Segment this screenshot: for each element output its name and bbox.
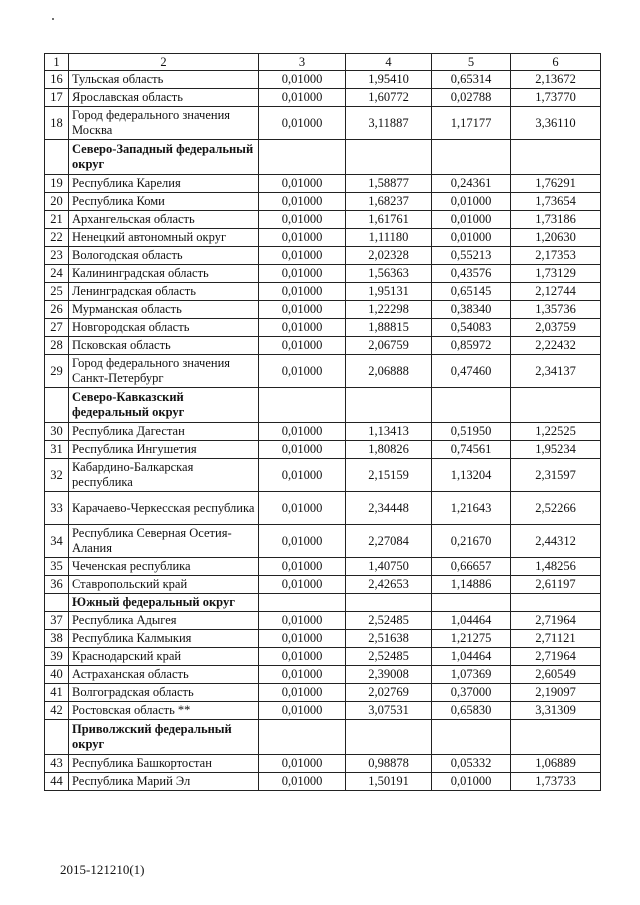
region-name: Республика Ингушетия	[69, 441, 259, 459]
value-col3: 0,01000	[259, 229, 346, 247]
value-col5: 0,85972	[432, 337, 511, 355]
value-col4: 3,11887	[346, 107, 432, 140]
section-num-cell	[45, 388, 69, 423]
region-name: Республика Коми	[69, 193, 259, 211]
region-name: Новгородская область	[69, 319, 259, 337]
region-name: Ярославская область	[69, 89, 259, 107]
section-empty-cell	[346, 594, 432, 612]
table-row	[45, 283, 601, 301]
row-number: 39	[45, 648, 69, 666]
table-row	[45, 773, 601, 791]
region-name: Республика Калмыкия	[69, 630, 259, 648]
header-cell-1: 1	[45, 54, 69, 71]
value-col6: 2,71964	[511, 612, 601, 630]
header-cell-2: 2	[69, 54, 259, 71]
value-col5: 1,04464	[432, 612, 511, 630]
row-number: 43	[45, 755, 69, 773]
value-col3: 0,01000	[259, 89, 346, 107]
value-col3: 0,01000	[259, 576, 346, 594]
row-number: 30	[45, 423, 69, 441]
value-col4: 1,11180	[346, 229, 432, 247]
value-col6: 2,22432	[511, 337, 601, 355]
value-col4: 1,61761	[346, 211, 432, 229]
region-name: Республика Северная Осетия-Алания	[69, 525, 259, 558]
region-name: Астраханская область	[69, 666, 259, 684]
table-row	[45, 355, 601, 388]
value-col3: 0,01000	[259, 283, 346, 301]
section-empty-cell	[432, 594, 511, 612]
section-num-cell	[45, 140, 69, 175]
value-col3: 0,01000	[259, 211, 346, 229]
section-num-cell	[45, 594, 69, 612]
value-col6: 1,73733	[511, 773, 601, 791]
value-col6: 1,20630	[511, 229, 601, 247]
value-col6: 2,34137	[511, 355, 601, 388]
row-number: 17	[45, 89, 69, 107]
region-name: Чеченская республика	[69, 558, 259, 576]
row-number: 37	[45, 612, 69, 630]
value-col4: 1,95131	[346, 283, 432, 301]
value-col4: 2,51638	[346, 630, 432, 648]
region-name: Ростовская область **	[69, 702, 259, 720]
region-name: Калининградская область	[69, 265, 259, 283]
value-col5: 0,01000	[432, 229, 511, 247]
value-col3: 0,01000	[259, 265, 346, 283]
district-name: Приволжский федеральный округ	[69, 720, 259, 755]
value-col5: 0,38340	[432, 301, 511, 319]
section-empty-cell	[511, 388, 601, 423]
value-col4: 1,68237	[346, 193, 432, 211]
value-col6: 1,73654	[511, 193, 601, 211]
value-col4: 2,52485	[346, 612, 432, 630]
row-number: 28	[45, 337, 69, 355]
region-name: Город федерального значения Москва	[69, 107, 259, 140]
district-section-row	[45, 720, 601, 755]
table-row	[45, 337, 601, 355]
value-col6: 2,60549	[511, 666, 601, 684]
table-row	[45, 492, 601, 525]
region-name: Карачаево-Черкесская республика	[69, 492, 259, 525]
value-col6: 1,73770	[511, 89, 601, 107]
value-col3: 0,01000	[259, 355, 346, 388]
table-row	[45, 423, 601, 441]
row-number: 23	[45, 247, 69, 265]
district-name: Северо-Кавказский федеральный округ	[69, 388, 259, 423]
table-row	[45, 441, 601, 459]
value-col6: 2,71121	[511, 630, 601, 648]
region-name: Архангельская область	[69, 211, 259, 229]
region-name: Кабардино-Балкарская республика	[69, 459, 259, 492]
row-number: 35	[45, 558, 69, 576]
value-col6: 1,06889	[511, 755, 601, 773]
header-cell-3: 3	[259, 54, 346, 71]
row-number: 33	[45, 492, 69, 525]
value-col6: 3,36110	[511, 107, 601, 140]
value-col5: 0,01000	[432, 211, 511, 229]
section-empty-cell	[511, 720, 601, 755]
table-row	[45, 193, 601, 211]
value-col4: 2,15159	[346, 459, 432, 492]
region-name: Тульская область	[69, 71, 259, 89]
district-name: Северо-Западный федеральный округ	[69, 140, 259, 175]
section-empty-cell	[346, 720, 432, 755]
table-row	[45, 702, 601, 720]
value-col5: 0,51950	[432, 423, 511, 441]
region-name: Ставропольский край	[69, 576, 259, 594]
value-col5: 0,01000	[432, 773, 511, 791]
region-name: Республика Марий Эл	[69, 773, 259, 791]
row-number: 26	[45, 301, 69, 319]
table-row	[45, 612, 601, 630]
value-col5: 0,02788	[432, 89, 511, 107]
row-number: 25	[45, 283, 69, 301]
row-number: 27	[45, 319, 69, 337]
table-row	[45, 648, 601, 666]
row-number: 31	[45, 441, 69, 459]
region-name: Псковская область	[69, 337, 259, 355]
section-empty-cell	[511, 140, 601, 175]
row-number: 32	[45, 459, 69, 492]
table-row	[45, 247, 601, 265]
value-col6: 2,12744	[511, 283, 601, 301]
region-name: Республика Карелия	[69, 175, 259, 193]
value-col3: 0,01000	[259, 684, 346, 702]
value-col4: 1,40750	[346, 558, 432, 576]
row-number: 20	[45, 193, 69, 211]
value-col3: 0,01000	[259, 702, 346, 720]
value-col4: 0,98878	[346, 755, 432, 773]
value-col3: 0,01000	[259, 441, 346, 459]
value-col4: 2,27084	[346, 525, 432, 558]
table-row	[45, 459, 601, 492]
value-col3: 0,01000	[259, 492, 346, 525]
table-row	[45, 301, 601, 319]
value-col4: 2,52485	[346, 648, 432, 666]
row-number: 16	[45, 71, 69, 89]
value-col3: 0,01000	[259, 630, 346, 648]
value-col4: 2,06759	[346, 337, 432, 355]
region-name: Ленинградская область	[69, 283, 259, 301]
value-col6: 2,17353	[511, 247, 601, 265]
value-col5: 1,07369	[432, 666, 511, 684]
value-col5: 0,74561	[432, 441, 511, 459]
value-col6: 3,31309	[511, 702, 601, 720]
value-col5: 1,13204	[432, 459, 511, 492]
value-col3: 0,01000	[259, 107, 346, 140]
table-row	[45, 319, 601, 337]
table-row	[45, 630, 601, 648]
value-col6: 2,44312	[511, 525, 601, 558]
table-row	[45, 107, 601, 140]
row-number: 18	[45, 107, 69, 140]
value-col4: 1,56363	[346, 265, 432, 283]
value-col6: 2,61197	[511, 576, 601, 594]
row-number: 42	[45, 702, 69, 720]
row-number: 34	[45, 525, 69, 558]
value-col3: 0,01000	[259, 247, 346, 265]
value-col6: 1,76291	[511, 175, 601, 193]
value-col5: 0,65830	[432, 702, 511, 720]
row-number: 41	[45, 684, 69, 702]
value-col6: 2,52266	[511, 492, 601, 525]
value-col4: 1,95410	[346, 71, 432, 89]
header-cell-5: 5	[432, 54, 511, 71]
district-section-row	[45, 140, 601, 175]
row-number: 29	[45, 355, 69, 388]
value-col5: 1,04464	[432, 648, 511, 666]
document-code: 2015-121210(1)	[60, 862, 145, 877]
value-col5: 0,47460	[432, 355, 511, 388]
value-col4: 2,06888	[346, 355, 432, 388]
section-empty-cell	[346, 388, 432, 423]
value-col4: 2,02328	[346, 247, 432, 265]
value-col5: 0,01000	[432, 193, 511, 211]
value-col6: 1,95234	[511, 441, 601, 459]
value-col4: 3,07531	[346, 702, 432, 720]
value-col5: 0,54083	[432, 319, 511, 337]
value-col6: 2,03759	[511, 319, 601, 337]
section-empty-cell	[259, 140, 346, 175]
value-col4: 1,80826	[346, 441, 432, 459]
table-header-row	[45, 54, 601, 71]
section-empty-cell	[432, 388, 511, 423]
section-empty-cell	[511, 594, 601, 612]
value-col4: 2,02769	[346, 684, 432, 702]
value-col6: 2,19097	[511, 684, 601, 702]
value-col4: 2,34448	[346, 492, 432, 525]
value-col5: 1,14886	[432, 576, 511, 594]
value-col5: 1,21643	[432, 492, 511, 525]
table-row	[45, 71, 601, 89]
value-col6: 1,22525	[511, 423, 601, 441]
value-col4: 1,58877	[346, 175, 432, 193]
region-name: Республика Адыгея	[69, 612, 259, 630]
value-col5: 0,65145	[432, 283, 511, 301]
value-col3: 0,01000	[259, 666, 346, 684]
table-row	[45, 175, 601, 193]
region-name: Город федерального значения Санкт-Петербург	[69, 355, 259, 388]
row-number: 24	[45, 265, 69, 283]
value-col4: 1,13413	[346, 423, 432, 441]
header-cell-4: 4	[346, 54, 432, 71]
value-col4: 1,88815	[346, 319, 432, 337]
value-col6: 1,73129	[511, 265, 601, 283]
value-col3: 0,01000	[259, 648, 346, 666]
regional-coefficients-table	[44, 53, 601, 791]
table-row	[45, 525, 601, 558]
region-name: Республика Башкортостан	[69, 755, 259, 773]
table-row	[45, 755, 601, 773]
row-number: 40	[45, 666, 69, 684]
value-col5: 0,55213	[432, 247, 511, 265]
value-col4: 2,42653	[346, 576, 432, 594]
row-number: 36	[45, 576, 69, 594]
value-col3: 0,01000	[259, 612, 346, 630]
value-col6: 1,35736	[511, 301, 601, 319]
value-col3: 0,01000	[259, 423, 346, 441]
region-name: Мурманская область	[69, 301, 259, 319]
value-col3: 0,01000	[259, 175, 346, 193]
value-col3: 0,01000	[259, 558, 346, 576]
value-col6: 1,73186	[511, 211, 601, 229]
table-row	[45, 558, 601, 576]
value-col4: 1,50191	[346, 773, 432, 791]
table-row	[45, 229, 601, 247]
value-col5: 0,24361	[432, 175, 511, 193]
value-col4: 1,22298	[346, 301, 432, 319]
row-number: 44	[45, 773, 69, 791]
value-col6: 2,31597	[511, 459, 601, 492]
value-col4: 1,60772	[346, 89, 432, 107]
section-empty-cell	[346, 140, 432, 175]
section-empty-cell	[259, 720, 346, 755]
row-number: 19	[45, 175, 69, 193]
value-col3: 0,01000	[259, 773, 346, 791]
table-row	[45, 666, 601, 684]
value-col3: 0,01000	[259, 459, 346, 492]
value-col4: 2,39008	[346, 666, 432, 684]
value-col5: 0,43576	[432, 265, 511, 283]
header-cell-6: 6	[511, 54, 601, 71]
value-col3: 0,01000	[259, 301, 346, 319]
region-name: Ненецкий автономный округ	[69, 229, 259, 247]
value-col3: 0,01000	[259, 525, 346, 558]
section-empty-cell	[259, 594, 346, 612]
section-empty-cell	[432, 140, 511, 175]
value-col3: 0,01000	[259, 71, 346, 89]
value-col6: 1,48256	[511, 558, 601, 576]
value-col3: 0,01000	[259, 319, 346, 337]
value-col3: 0,01000	[259, 755, 346, 773]
scan-speck	[52, 18, 54, 20]
region-name: Вологодская область	[69, 247, 259, 265]
row-number: 21	[45, 211, 69, 229]
district-section-row	[45, 388, 601, 423]
table-row	[45, 576, 601, 594]
value-col5: 0,21670	[432, 525, 511, 558]
value-col5: 0,66657	[432, 558, 511, 576]
section-empty-cell	[259, 388, 346, 423]
row-number: 38	[45, 630, 69, 648]
table-row	[45, 684, 601, 702]
value-col6: 2,13672	[511, 71, 601, 89]
table-row	[45, 265, 601, 283]
value-col5: 1,17177	[432, 107, 511, 140]
value-col6: 2,71964	[511, 648, 601, 666]
value-col3: 0,01000	[259, 193, 346, 211]
row-number: 22	[45, 229, 69, 247]
value-col5: 0,05332	[432, 755, 511, 773]
region-name: Республика Дагестан	[69, 423, 259, 441]
district-section-row	[45, 594, 601, 612]
value-col5: 0,65314	[432, 71, 511, 89]
region-name: Волгоградская область	[69, 684, 259, 702]
district-name: Южный федеральный округ	[69, 594, 259, 612]
table-row	[45, 89, 601, 107]
section-num-cell	[45, 720, 69, 755]
table-row	[45, 211, 601, 229]
region-name: Краснодарский край	[69, 648, 259, 666]
value-col3: 0,01000	[259, 337, 346, 355]
value-col5: 0,37000	[432, 684, 511, 702]
section-empty-cell	[432, 720, 511, 755]
value-col5: 1,21275	[432, 630, 511, 648]
